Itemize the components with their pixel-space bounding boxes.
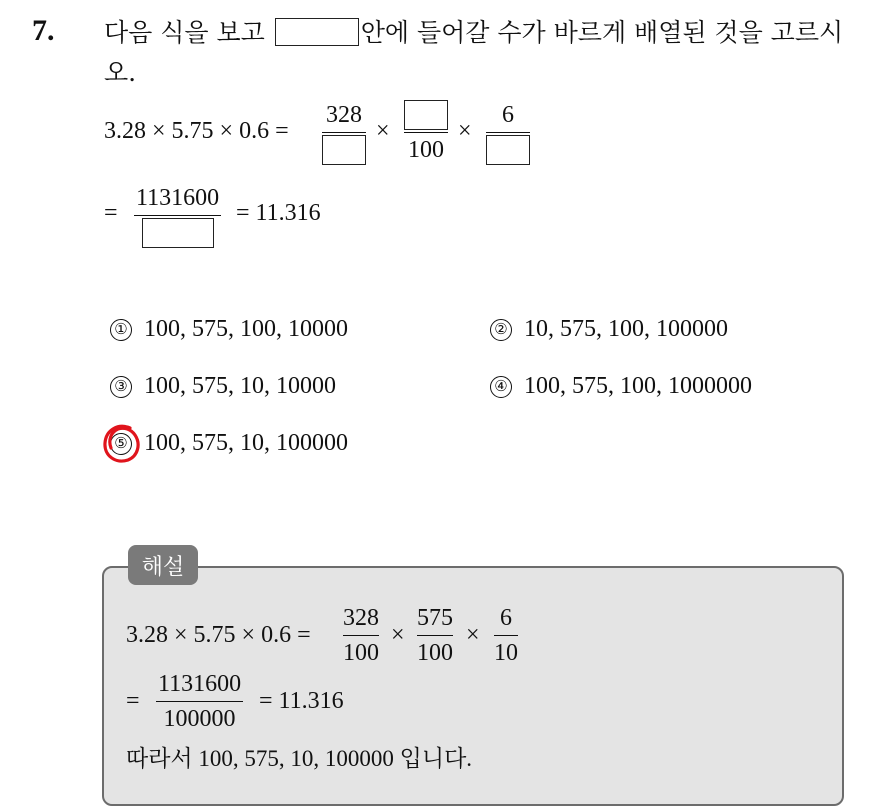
solution-fraction-3-denominator: 10 bbox=[494, 640, 518, 666]
fraction-3-denominator-blank bbox=[486, 135, 530, 165]
solution-fraction-4-denominator: 100000 bbox=[163, 706, 236, 732]
fraction-4 bbox=[134, 183, 221, 248]
choice-marker: ① bbox=[110, 319, 132, 341]
answer-blank-box bbox=[275, 18, 359, 46]
solution-fraction-4 bbox=[156, 669, 243, 734]
question-number: 7. bbox=[32, 14, 55, 47]
fraction-2 bbox=[404, 100, 448, 165]
solution-equals-sign: = bbox=[126, 688, 140, 714]
times-sign: × bbox=[376, 118, 390, 144]
choice-marker: ② bbox=[490, 319, 512, 341]
choice-text: 100, 575, 10, 10000 bbox=[144, 373, 336, 399]
fraction-2-numerator-blank bbox=[404, 100, 448, 130]
solution-fraction-1-numerator: 328 bbox=[343, 605, 379, 631]
solution-fraction-3 bbox=[494, 603, 518, 668]
solution-fraction-2-denominator: 100 bbox=[417, 640, 453, 666]
choice-5[interactable] bbox=[110, 430, 348, 457]
answer-mark-circle bbox=[100, 422, 144, 466]
question-text-line2: 오. bbox=[104, 58, 137, 87]
choice-marker: ③ bbox=[110, 376, 132, 398]
fraction-4-denominator-blank bbox=[142, 218, 214, 248]
solution-label: 해설 bbox=[128, 545, 198, 585]
solution-times-sign: × bbox=[466, 622, 480, 648]
solution-conclusion: 따라서 100, 575, 10, 100000 입니다. bbox=[126, 746, 473, 771]
choice-text: 10, 575, 100, 100000 bbox=[524, 316, 728, 342]
fraction-2-denominator: 100 bbox=[408, 137, 444, 163]
choice-2[interactable] bbox=[490, 316, 728, 343]
fraction-1-numerator: 328 bbox=[326, 102, 362, 128]
choice-text: 100, 575, 100, 1000000 bbox=[524, 373, 752, 399]
solution-fraction-1-denominator: 100 bbox=[343, 640, 379, 666]
solution-fraction-3-numerator: 6 bbox=[500, 605, 512, 631]
fraction-3 bbox=[486, 100, 530, 165]
equation-result: = 11.316 bbox=[236, 200, 321, 226]
question-text-before: 다음 식을 보고 bbox=[104, 18, 265, 47]
solution-fraction-2 bbox=[417, 603, 453, 668]
question-text-after: 안에 들어갈 수가 바르게 배열된 것을 고르시 bbox=[360, 18, 844, 47]
choice-1[interactable] bbox=[110, 316, 348, 343]
choice-text: 100, 575, 10, 100000 bbox=[144, 430, 348, 456]
solution-fraction-4-numerator: 1131600 bbox=[158, 671, 242, 697]
choice-text: 100, 575, 100, 10000 bbox=[144, 316, 348, 342]
solution-times-sign: × bbox=[391, 622, 405, 648]
fraction-3-numerator: 6 bbox=[502, 102, 514, 128]
fraction-4-numerator: 1131600 bbox=[136, 185, 220, 211]
solution-lhs: 3.28 × 5.75 × 0.6 = bbox=[126, 622, 311, 648]
choice-marker: ④ bbox=[490, 376, 512, 398]
question-text bbox=[104, 16, 843, 50]
choice-marker: ⑤ bbox=[110, 433, 132, 455]
choice-3[interactable] bbox=[110, 373, 336, 400]
equals-sign: = bbox=[104, 200, 118, 226]
solution-result: = 11.316 bbox=[259, 688, 344, 714]
solution-fraction-2-numerator: 575 bbox=[417, 605, 453, 631]
choice-4[interactable] bbox=[490, 373, 752, 400]
times-sign: × bbox=[458, 118, 472, 144]
fraction-1 bbox=[322, 100, 366, 165]
solution-fraction-1 bbox=[343, 603, 379, 668]
equation-lhs: 3.28 × 5.75 × 0.6 = bbox=[104, 118, 289, 144]
fraction-1-denominator-blank bbox=[322, 135, 366, 165]
